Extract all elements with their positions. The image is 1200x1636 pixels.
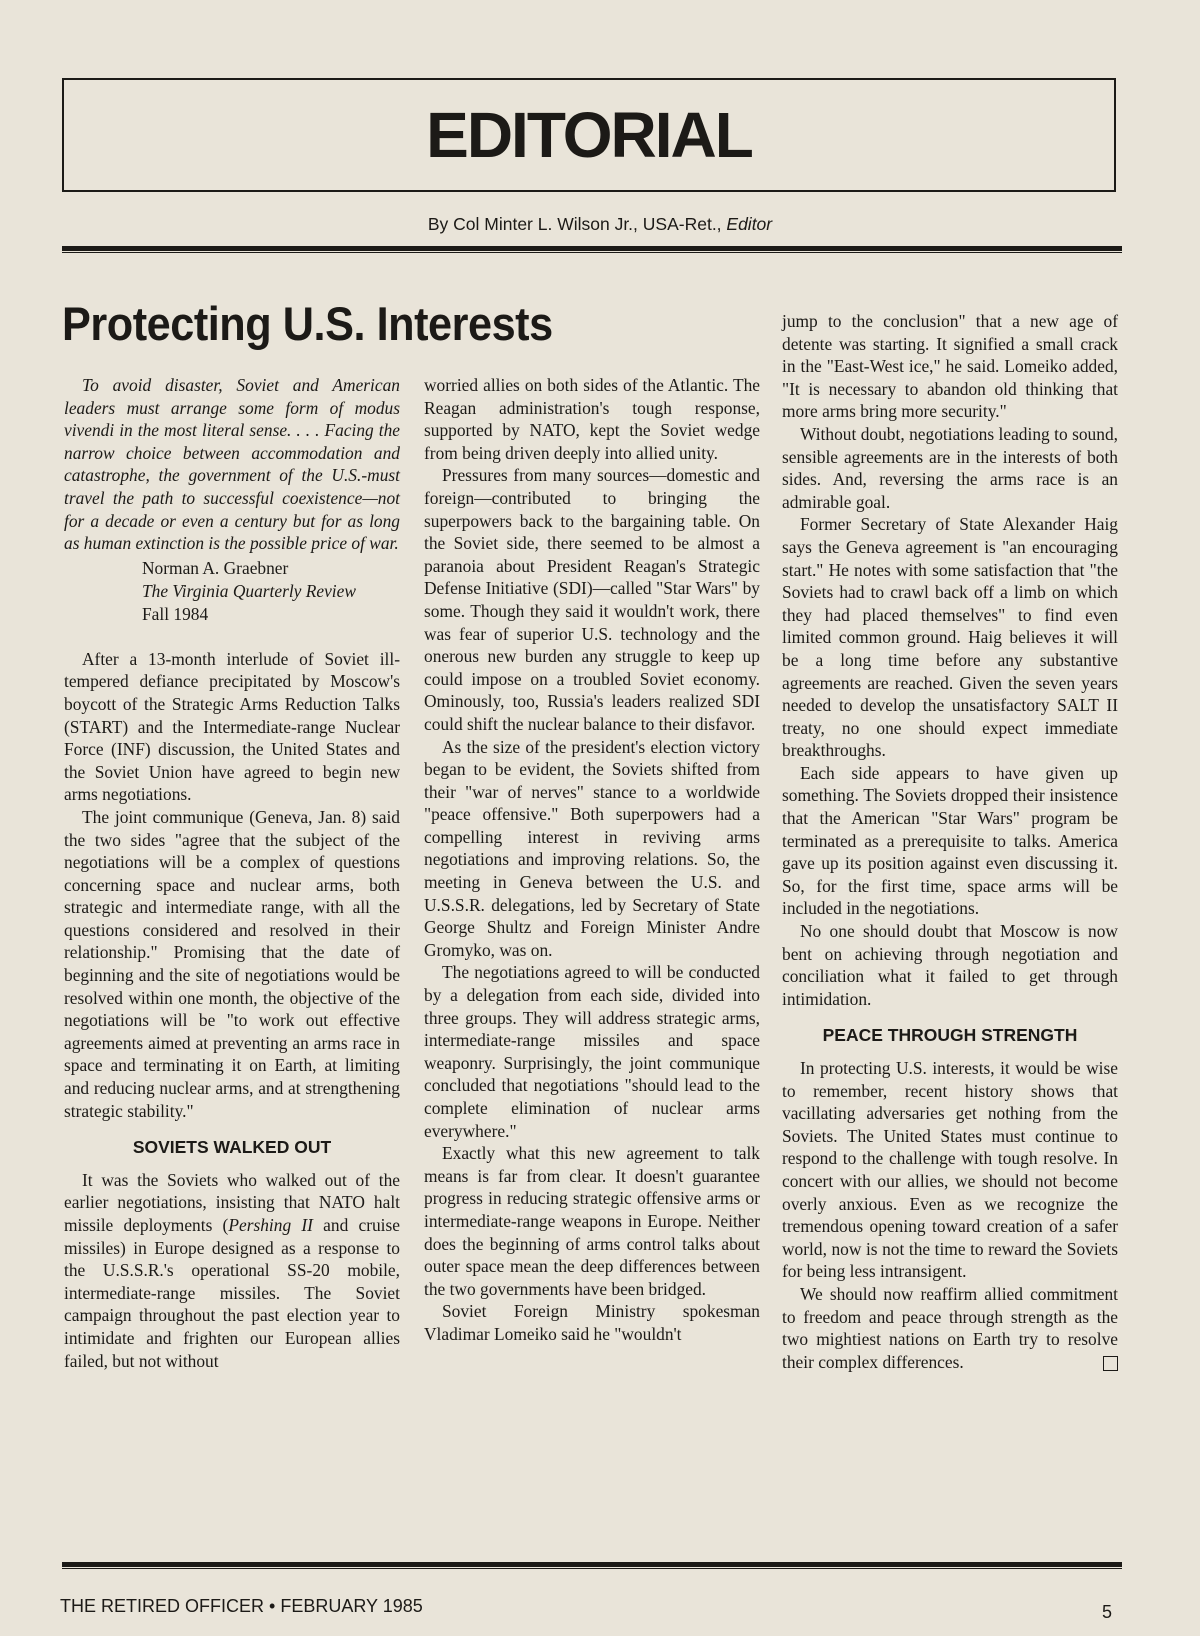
paragraph: After a 13-month interlude of Soviet ill-tempered defiance precipitated by Moscow's boycott of the Strategic Arms Reduction Talks (START) and the Intermediate-range Nuclear Force (INF) discussion, the United States and the Soviet Union have agreed to begin new arms negotiations.	[64, 648, 400, 805]
paragraph: The negotiations agreed to will be conducted by a delegation from each side, divided into three groups. They will address strategic arms, intermediate-range missiles and space weaponry. Surprisingly, the joint communique concluded that negotiations "should lead to the complete elimination of nuclear arms everywhere."	[424, 962, 760, 1141]
page-number: 5	[1101, 1602, 1112, 1622]
epigraph-publication: The Virginia Quarterly Review	[142, 580, 356, 601]
top-rule	[62, 246, 1122, 251]
paragraph: Former Secretary of State Alexander Haig says the Geneva agreement is "an encouraging start." He notes with some satisfaction that "the Soviets had to crawl back off a limb on which they had placed themselves" to find even limited common ground. Haig believes it will be a long time before any substantive agreements are reached. Given the seven years needed to develop the unsatisfactory SALT II treaty, no one should expect immediate breakthroughs.	[782, 514, 1118, 761]
subhead-soviets-walked-out: SOVIETS WALKED OUT	[132, 1137, 332, 1158]
column-1	[64, 374, 400, 1372]
footer-bullet-icon: •	[269, 1596, 276, 1616]
paragraph-text: It was the Soviets who walked out of the earlier negotiations, insisting that NATO halt missile deployments (	[64, 1169, 400, 1235]
column-2	[424, 374, 760, 1346]
epigraph-attribution	[142, 557, 400, 626]
footer-publication-line	[60, 1596, 423, 1617]
paragraph: Pressures from many sources—domestic and foreign—contributed to bringing the superpowers back to the bargaining table. On the Soviet side, there seemed to be almost a paranoia about President Reagan's Strategic Defense Initiative (SDI)—called "Star Wars" by some. Though they said it wouldn't work, there was fear of superior U.S. technology and the onerous new burden any struggle to keep up could impose on a troubled Soviet economy. Ominously, too, Russia's leaders realized SDI could shift the nuclear balance to their disfavor.	[424, 465, 760, 734]
epigraph-quote: To avoid disaster, Soviet and American leaders must arrange some form of modus vivendi in the most literal sense. . . . Facing the narrow choice between accommodation and catastrophe, the government of the U.S.-must travel the path to successful coexistence—not for a decade or even a century but for as long as human extinction is the possible price of war.	[64, 375, 400, 554]
column-3	[782, 310, 1118, 1373]
end-of-article-icon	[1103, 1356, 1118, 1371]
article-headline: Protecting U.S. Interests	[62, 297, 553, 350]
subhead-peace-through-strength: PEACE THROUGH STRENGTH	[822, 1025, 1078, 1046]
footer-date: FEBRUARY 1985	[280, 1596, 423, 1616]
top-rule-thin	[62, 252, 1122, 253]
masthead-box	[62, 78, 1116, 192]
paragraph: In protecting U.S. interests, it would be wise to remember, recent history shows that vacillating adversaries get nothing from the Soviets. The United States must continue to respond to the challenge with tough resolve. In concert with our allies, we should not become overly anxious. Even as we recognize the tremendous opening toward creation of a safer world, now is not the time to reward the Soviets for being less intransigent.	[782, 1058, 1118, 1282]
paragraph	[782, 1283, 1118, 1373]
byline-role: Editor	[726, 214, 773, 234]
paragraph: As the size of the president's election victory began to be evident, the Soviets shifted from their "war of nerves" stance to a worldwide "peace offensive." Both superpowers had a compelling interest in reviving arms negotiations and improving relations. So, the meeting in Geneva between the U.S. and U.S.S.R. delegations, led by Secretary of State George Shultz and Foreign Minister Andre Gromyko, was on.	[424, 736, 760, 960]
paragraph: No one should doubt that Moscow is now bent on achieving through negotiation and conciliation what it failed to get through intimidation.	[782, 921, 1118, 1009]
footer-publication: THE RETIRED OFFICER	[60, 1596, 265, 1616]
epigraph-date: Fall 1984	[142, 603, 209, 624]
bottom-rule	[62, 1562, 1122, 1567]
paragraph-text: and cruise missiles) in Europe designed as a response to the U.S.S.R.'s operational SS-20 mobile, intermediate-range missiles. The Soviet campaign throughout the past election year to intimidate and frighten our European allies failed, but not without	[64, 1215, 400, 1371]
paragraph: jump to the conclusion" that a new age of detente was starting. It signified a small crack in the "East-West ice," he said. Lomeiko added, "It is necessary to abandon old thinking that more arms bring more security."	[782, 311, 1118, 422]
paragraph: Each side appears to have given up something. The Soviets dropped their insistence that the American "Star Wars" program be terminated as a prerequisite to talks. America gave up its position against even discussing it. So, for the first time, space arms will be included in the negotiations.	[782, 762, 1118, 919]
bottom-rule-thin	[62, 1568, 1122, 1569]
paragraph: Without doubt, negotiations leading to sound, sensible agreements are in the interests of both sides. And, reversing the arms race is an admirable goal.	[782, 423, 1118, 512]
paragraph: worried allies on both sides of the Atlantic. The Reagan administration's tough response, supported by NATO, kept the Soviet wedge from being driven deeply into allied unity.	[424, 375, 760, 463]
paragraph: Exactly what this new agreement to talk means is far from clear. It doesn't guarantee progress in reducing strategic offensive arms or intermediate-range weapons in Europe. Neither does the beginning of arms control talks about outer space mean the deep differences between the two governments have been bridged.	[424, 1143, 760, 1299]
paragraph-italic: Pershing II	[228, 1215, 313, 1235]
paragraph-text: We should now reaffirm allied commitment to freedom and peace through strength as the two mightiest nations on Earth try to resolve their complex differences.	[782, 1283, 1118, 1372]
byline-author: By Col Minter L. Wilson Jr., USA-Ret.,	[427, 214, 727, 234]
epigraph-author: Norman A. Graebner	[142, 557, 289, 578]
paragraph	[64, 1169, 400, 1372]
paragraph: The joint communique (Geneva, Jan. 8) said the two sides "agree that the subject of the negotiations will be a complex of questions concerning space and nuclear arms, both strategic and intermediate range, with all the questions considered and resolved in their relationship." Promising that the date of beginning and the site of negotiations would be resolved within one month, the objective of the negotiations will be "to work out effective agreements aimed at preventing an arms race in space and terminating it on Earth, at limiting and reducing nuclear arms, and at strengthening strategic stability."	[64, 806, 400, 1121]
byline	[0, 214, 1200, 235]
paragraph: Soviet Foreign Ministry spokesman Vladimar Lomeiko said he "wouldn't	[424, 1301, 760, 1344]
masthead-title: EDITORIAL	[426, 99, 752, 171]
